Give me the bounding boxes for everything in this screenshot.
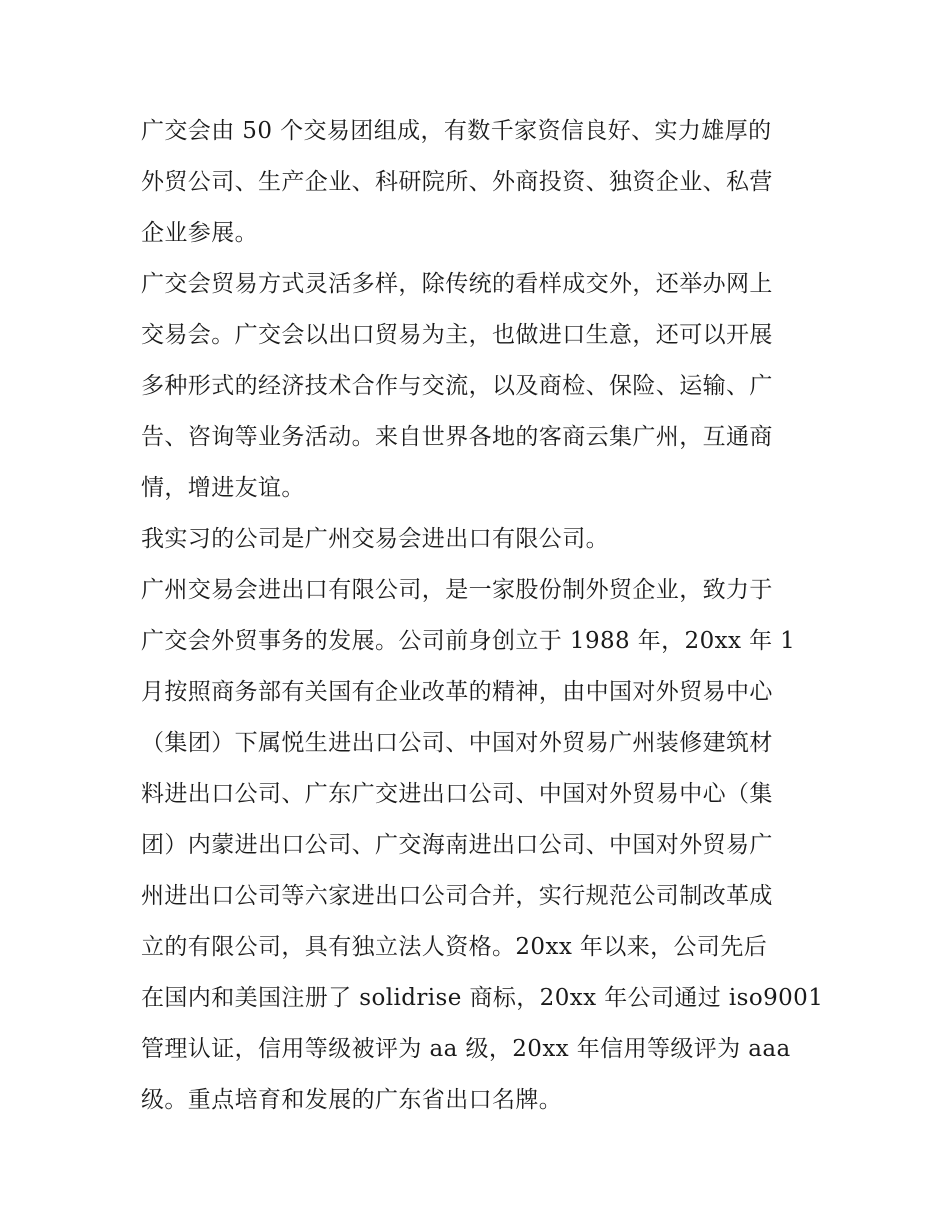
text-line: 州进出口公司等六家进出口公司合并，实行规范公司制改革成 — [141, 883, 773, 909]
text-line: 团）内蒙进出口公司、广交海南进出口公司、中国对外贸易广 — [141, 832, 773, 858]
text-line: 管理认证，信用等级被评为 aa 级，20xx 年信用等级评为 aaa — [141, 1036, 791, 1062]
text-line: 广交会外贸事务的发展。公司前身创立于 1988 年，20xx 年 1 — [141, 628, 796, 654]
paragraph-trade-groups — [141, 106, 813, 259]
text-line: （集团）下属悦生进出口公司、中国对外贸易广州装修建筑材 — [141, 730, 773, 756]
text-line: 多种形式的经济技术合作与交流，以及商检、保险、运输、广 — [141, 373, 773, 399]
text-line: 月按照商务部有关国有企业改革的精神，由中国对外贸易中心 — [141, 679, 773, 705]
paragraph-company-profile — [141, 565, 824, 1126]
text-line: 情，增进友谊。 — [141, 475, 305, 501]
text-line: 立的有限公司，具有独立法人资格。20xx 年以来，公司先后 — [141, 934, 768, 960]
paragraph-internship-company — [141, 514, 813, 565]
text-line: 企业参展。 — [141, 220, 258, 246]
text-line: 在国内和美国注册了 solidrise 商标，20xx 年公司通过 iso9001 — [141, 985, 824, 1011]
text-line: 外贸公司、生产企业、科研院所、外商投资、独资企业、私营 — [141, 169, 773, 195]
text-line: 料进出口公司、广东广交进出口公司、中国对外贸易中心（集 — [141, 781, 773, 807]
text-line: 我实习的公司是广州交易会进出口有限公司。 — [141, 526, 609, 552]
text-line: 广交会由 50 个交易团组成，有数千家资信良好、实力雄厚的 — [141, 118, 772, 144]
text-line: 级。重点培育和发展的广东省出口名牌。 — [141, 1087, 563, 1113]
text-line: 广交会贸易方式灵活多样，除传统的看样成交外，还举办网上 — [141, 271, 773, 297]
paragraph-trade-methods — [141, 259, 813, 514]
document-page — [141, 106, 824, 1126]
text-line: 告、咨询等业务活动。来自世界各地的客商云集广州，互通商 — [141, 424, 773, 450]
text-line: 交易会。广交会以出口贸易为主，也做进口生意，还可以开展 — [141, 322, 773, 348]
text-line: 广州交易会进出口有限公司，是一家股份制外贸企业，致力于 — [141, 577, 773, 603]
